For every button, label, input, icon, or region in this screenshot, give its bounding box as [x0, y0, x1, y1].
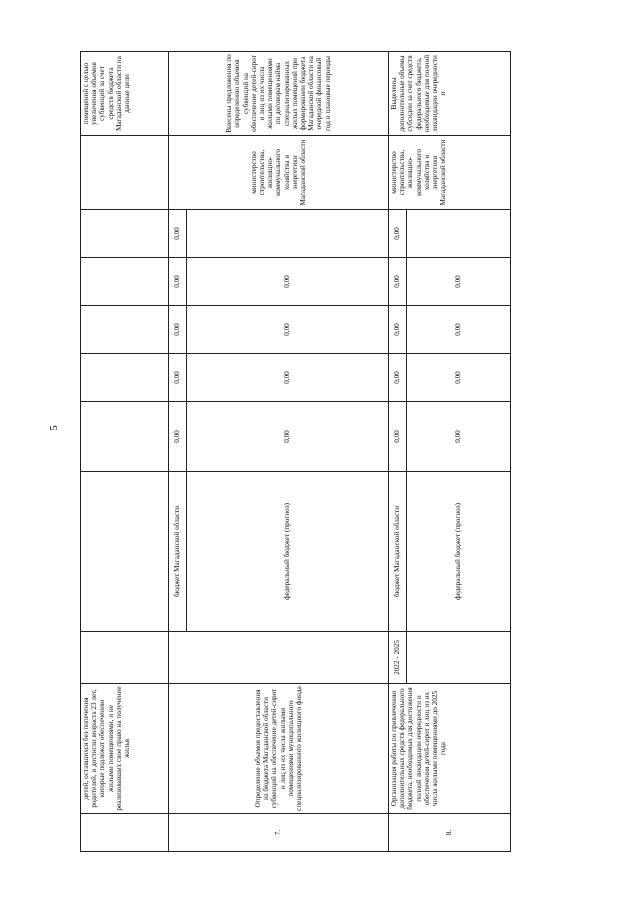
value-cell: 0,00: [389, 354, 407, 402]
value-cell: [81, 258, 169, 306]
program-table: [80, 51, 511, 852]
event-cell: Определение объемов предоставления из бюджета Магаданской области субвенций на обеспечение детей-сирот и лиц из их числа жилыми помещениями муниципального специализированного жилищного фонда: [169, 684, 389, 814]
period-cell: [407, 632, 511, 684]
source-cell: федеральный бюджет (прогноз): [407, 472, 511, 632]
value-cell: [81, 210, 169, 258]
result-cell: Внесены предложения по определению объемов субвенций на обеспечение детей-сирот и лиц из их числа жилыми помещениями по договорам найма специализированных жилых помещений при формировании бюджета Магаданской области на очередной финансовый год и плановые периоды: [169, 52, 389, 136]
period-cell: [169, 632, 389, 684]
source-cell: [81, 472, 169, 632]
value-cell: [81, 354, 169, 402]
value-cell: [81, 306, 169, 354]
source-cell: федеральный бюджет (прогноз): [187, 472, 389, 632]
value-cell: 0,00: [187, 258, 389, 306]
result-cell: помещений с целью увеличения объемов субвенций за счет средств бюджета Магаданской области на данные цели: [81, 52, 169, 136]
value-cell: 0,00: [187, 402, 389, 472]
source-cell: бюджет Магаданской области: [169, 472, 187, 632]
event-cell: Организация работы по привлечению дополнительных средств федерального бюджета, необходимых для достижения полной ликвидации очередности и обеспечения детей-сирот и лиц из их числа жилыми помещениями до 2025 года: [389, 684, 511, 814]
row-number: [81, 814, 169, 852]
executor-cell: [81, 136, 169, 210]
value-cell: 0,00: [389, 402, 407, 472]
value-cell: 0,00: [389, 306, 407, 354]
value-cell: 0,00: [389, 258, 407, 306]
rotated-table-sheet: [80, 52, 560, 852]
result-cell: Выделены дополнительные объемы субсидии за счет средств федерального бюджета, необходимые для полной ликвидации очередности и: [389, 52, 511, 136]
row-number: 7.: [169, 814, 389, 852]
value-cell: 0,00: [407, 306, 511, 354]
row-number: 8.: [389, 814, 511, 852]
executor-cell: министерство строительства, жилищно-коммунального хозяйства и энергетики Магаданской области: [169, 136, 389, 210]
source-cell: бюджет Магаданской области: [389, 472, 407, 632]
value-cell: [407, 210, 511, 258]
value-cell: 0,00: [169, 354, 187, 402]
value-cell: 0,00: [407, 402, 511, 472]
value-cell: 0,00: [169, 402, 187, 472]
value-cell: 0,00: [389, 210, 407, 258]
period-cell: 2022 - 2025: [389, 632, 407, 684]
value-cell: 0,00: [407, 354, 511, 402]
table-row: [389, 52, 407, 852]
executor-cell: министерство строительства, жилищно-коммунального хозяйства и энергетики Магаданской области: [389, 136, 511, 210]
value-cell: [81, 402, 169, 472]
table-row: [169, 52, 187, 852]
value-cell: 0,00: [169, 258, 187, 306]
value-cell: 0,00: [169, 306, 187, 354]
value-cell: 0,00: [407, 258, 511, 306]
page-number: 5: [48, 425, 60, 431]
value-cell: 0,00: [169, 210, 187, 258]
table-row: [81, 52, 169, 852]
value-cell: 0,00: [187, 306, 389, 354]
event-cell: детей, оставшихся без попечения родителей, и достигли возраста 23 лет, которые подлежат обеспечению жилыми помещениями, и не реализовавших свое право на получение жилья: [81, 684, 169, 814]
value-cell: [187, 210, 389, 258]
period-cell: [81, 632, 169, 684]
value-cell: 0,00: [187, 354, 389, 402]
